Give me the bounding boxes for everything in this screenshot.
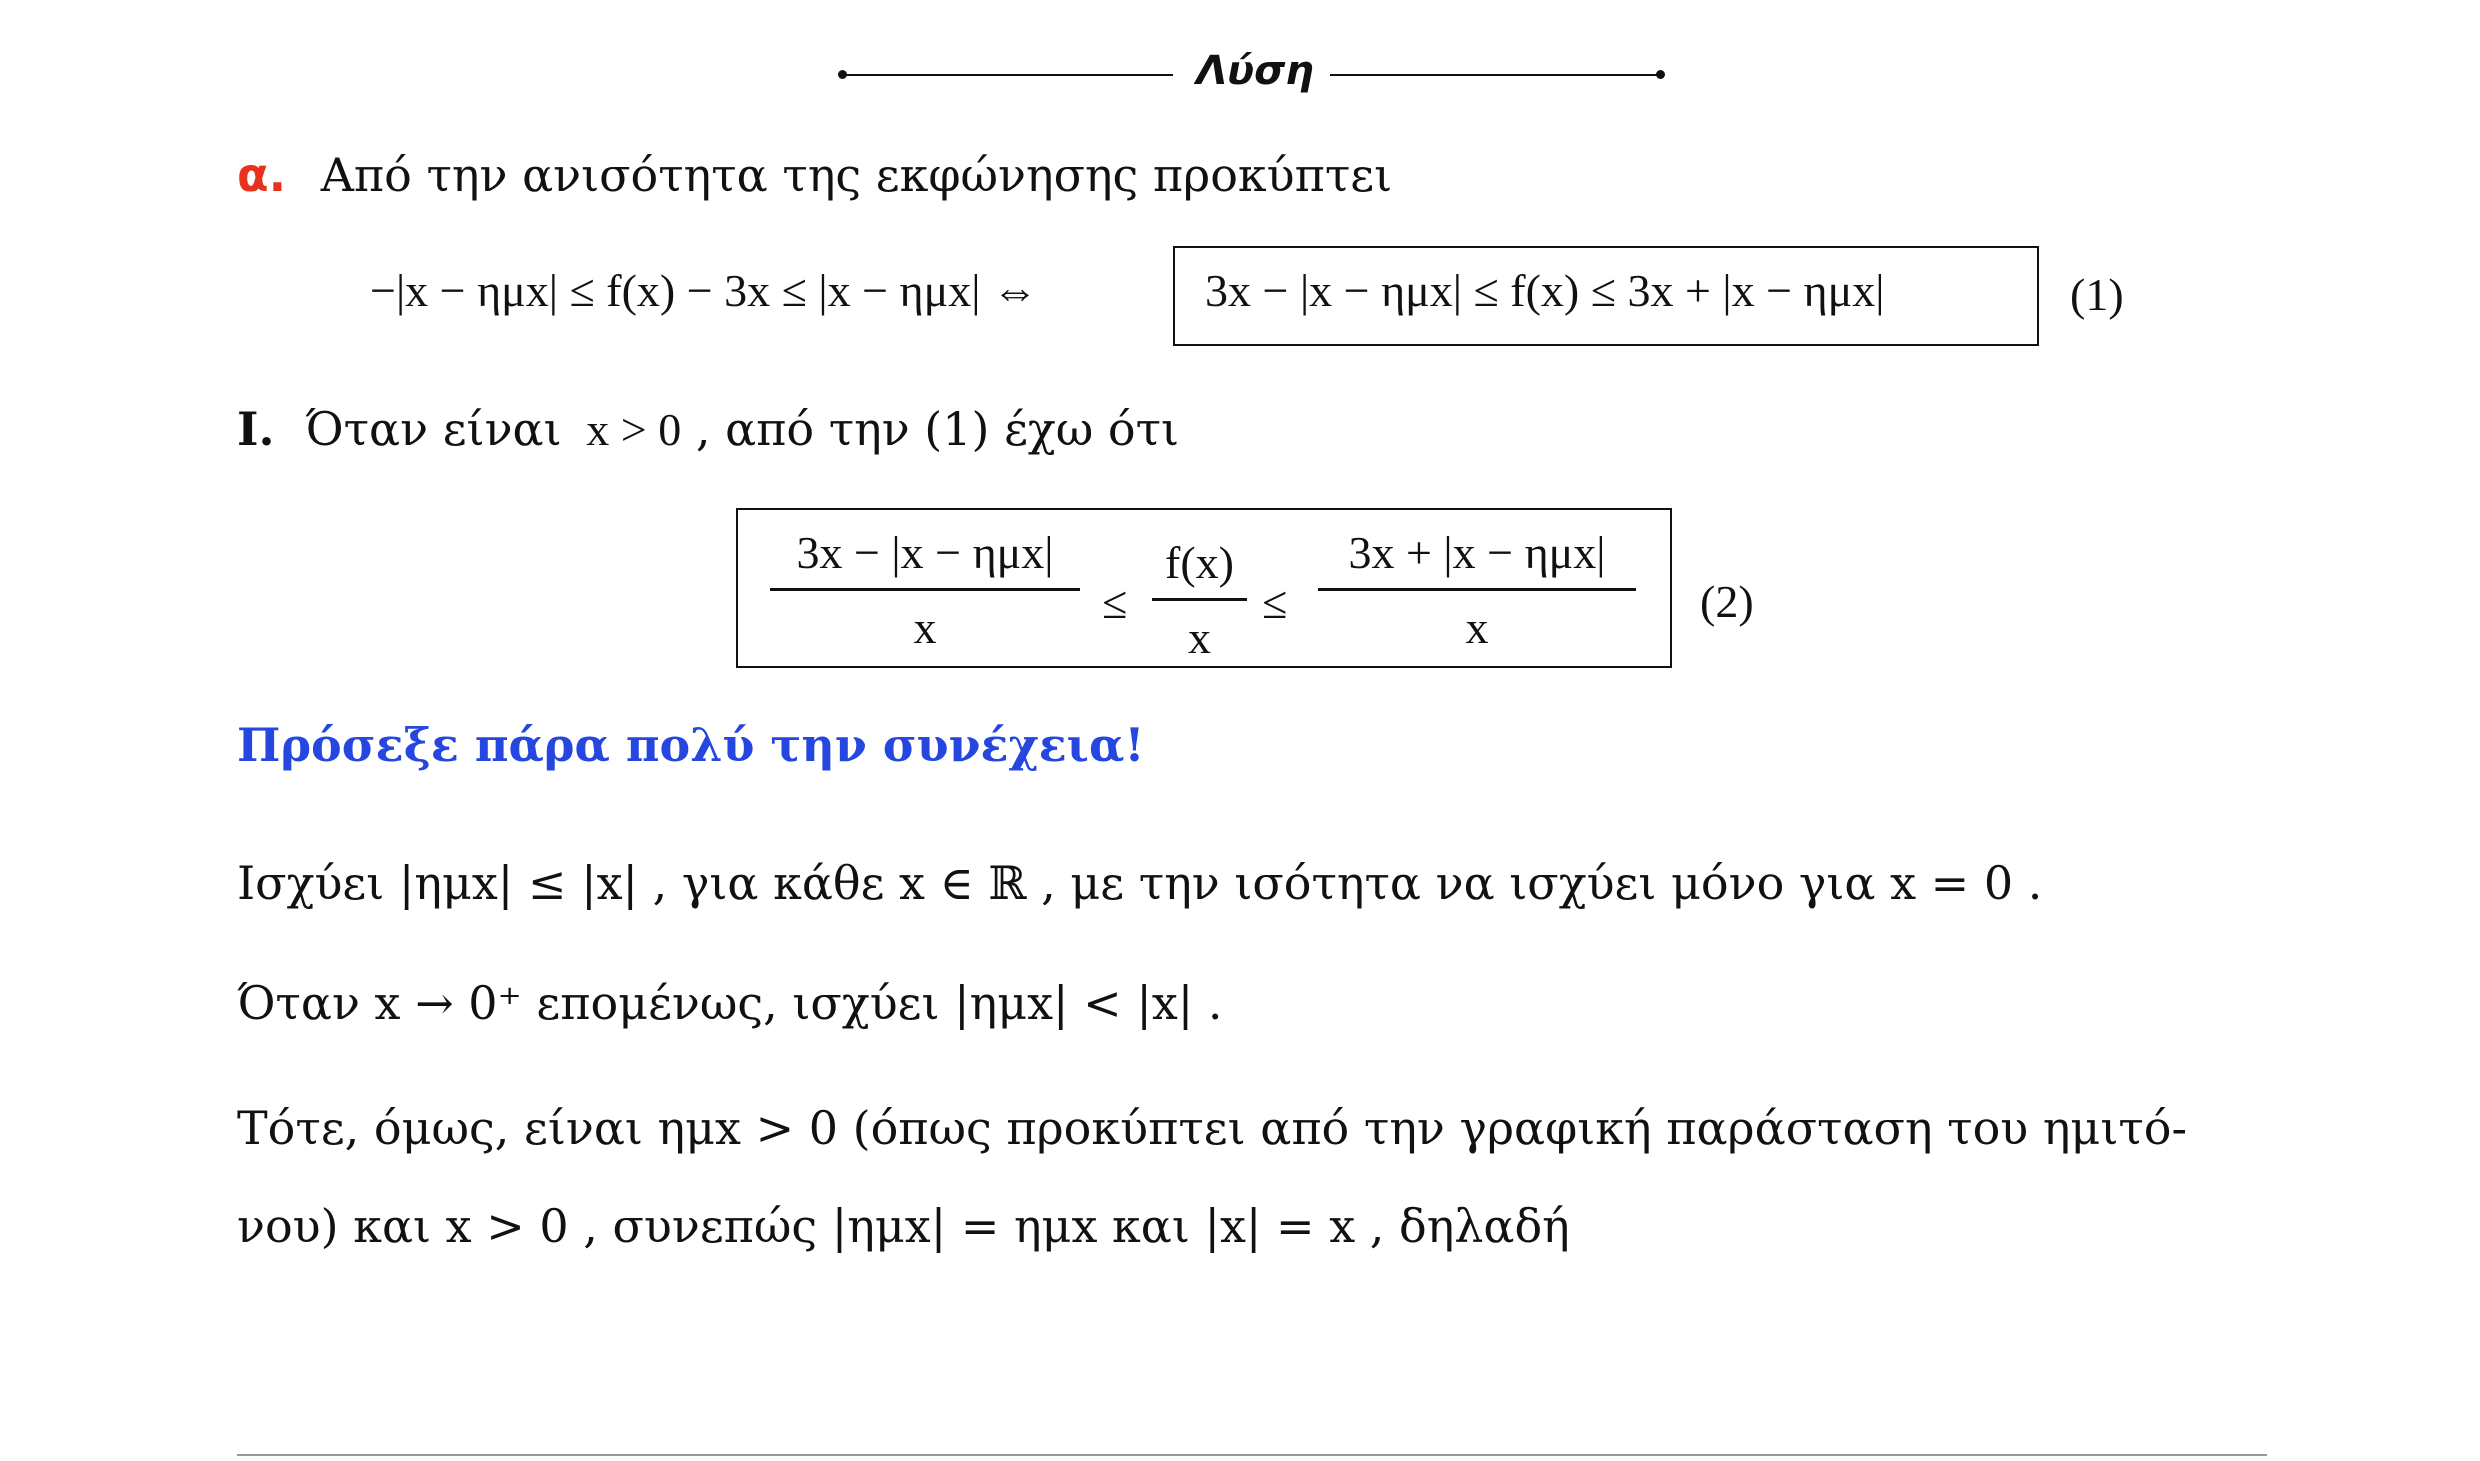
attention-note: Πρόσεξε πάρα πολύ την συνέχεια!: [237, 718, 1145, 772]
eq2-fraction-middle: [1152, 537, 1247, 663]
eq2-leq-1: ≤: [1102, 577, 1128, 628]
title-right-rule: [1330, 74, 1660, 76]
paragraph-1: Ισχύει |ημx| ≤ |x| , για κάθε x ∈ ℝ , με την ισότητα να ισχύει μόνο για x = 0 .: [237, 856, 2043, 910]
case-1-condition: x > 0: [586, 404, 682, 455]
eq2-fraction-middle-numerator: f(x): [1152, 540, 1247, 601]
bottom-rule: [237, 1454, 2267, 1456]
paragraph-2: Όταν x → 0⁺ επομένως, ισχύει |ημx| < |x| .: [237, 976, 1223, 1030]
title-left-rule: [843, 74, 1173, 76]
part-a-line: [237, 148, 1393, 202]
eq2-fraction-right: [1318, 527, 1636, 653]
part-a-label: α.: [237, 148, 287, 202]
eq2-fraction-right-numerator: 3x + |x − ημx|: [1318, 530, 1636, 591]
paragraph-3-line-2: νου) και x > 0 , συνεπώς |ημx| = ημx και |x| = x , δηλαδή: [237, 1199, 1570, 1253]
eq1-boxed-text: 3x − |x − ημx| ≤ f(x) ≤ 3x + |x − ημx|: [1205, 265, 1885, 316]
eq1-number: (1): [2070, 269, 2124, 320]
case-1-text-a: Όταν είναι: [305, 402, 562, 456]
eq2-fraction-left-numerator: 3x − |x − ημx|: [770, 530, 1080, 591]
eq2-leq-2: ≤: [1262, 577, 1288, 628]
case-1-text-b: , από την (1) έχω ότι: [695, 402, 1180, 456]
case-1-line: [237, 402, 1180, 456]
eq2-fraction-right-denominator: x: [1465, 602, 1489, 653]
eq2-number: (2): [1700, 576, 1754, 627]
part-a-intro: Από την ανισότητα της εκφώνησης προκύπτει: [320, 148, 1393, 202]
paragraph-3-line-1: Τότε, όμως, είναι ημx > 0 (όπως προκύπτει από την γραφική παράσταση του ημιτό-: [237, 1101, 2188, 1155]
title-right-dot: [1656, 70, 1665, 79]
eq2-fraction-left: [770, 527, 1080, 653]
eq1-left: −|x − ημx| ≤ f(x) − 3x ≤ |x − ημx| ⇔: [370, 265, 1038, 316]
eq2-fraction-middle-denominator: x: [1188, 612, 1211, 663]
case-1-label: Ι.: [237, 402, 275, 456]
solution-title: Λύση: [1196, 48, 1314, 94]
eq2-fraction-left-denominator: x: [913, 602, 937, 653]
